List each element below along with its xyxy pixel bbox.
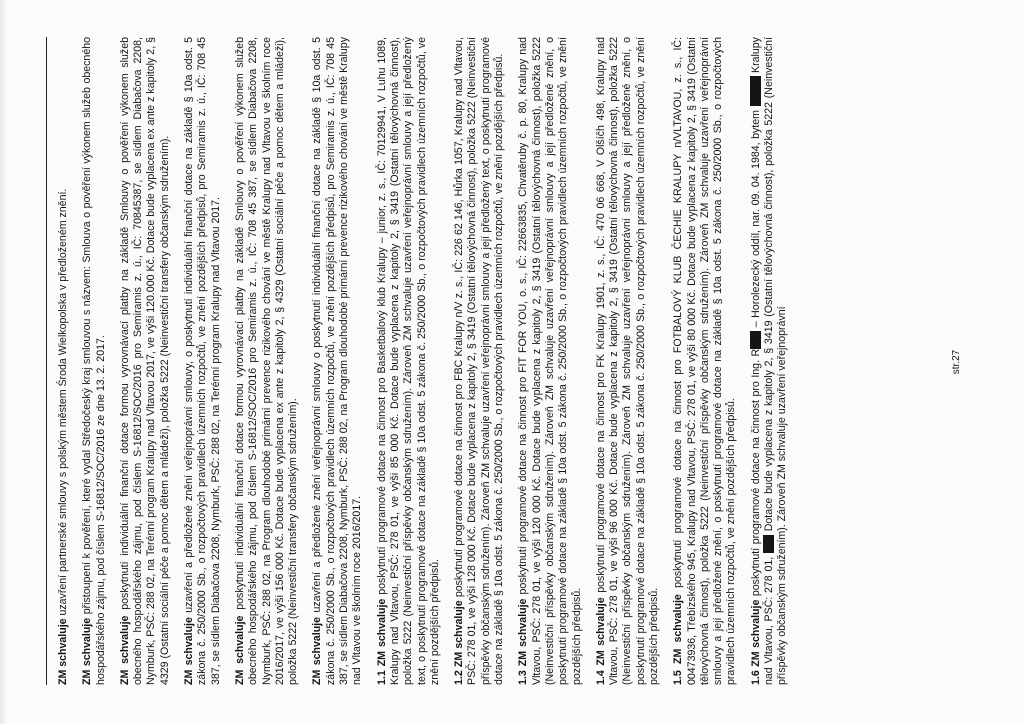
resolution-paragraph: 1.2 ZM schvaluje poskytnutí programové dotace na činnost pro FBC Kralupy n/V z. s., IČ: 226 62 146, Hůrka 1057, Kralupy nad Vltavou, PSČ: 278 01, ve výši 128 000 Kč. Dotace bude vyplacena z kapitoly 2, § 3419 (Ostatní tělovýchovná činnost), položka 5222 (Neinvestiční příspěvky občanským sdružením). Zároveň ZM schvaluje uzavření veřejnoprávní smlouvy a její předložený text, o poskytnutí programové dotace na základě § 10a odst. 5 zákona č. 250/2000 Sb., o rozpočtových pravidlech územních rozpočtů, ve znění pozdějších předpisů.	[453, 37, 506, 685]
top-rule	[46, 37, 47, 685]
scan-edge-shadow	[0, 0, 8, 724]
redaction-block	[750, 76, 761, 106]
document-page	[32, 17, 992, 707]
resolution-paragraph: ZM schvaluje přistoupení k pověření, které vydal Středočeský kraj smlouvou s názvem: Smlouva o pověření výkonem služeb obecného hospodářského zájmu, pod číslem S-16812/SOC/2016 ze dne 13. 2. 2017.	[81, 37, 107, 685]
resolution-paragraph: 1.1 ZM schvaluje poskytnutí programové dotace na činnost pro Basketbalový klub Kralupy – junior, z. s., IČ: 70129941, V Luhu 1089, Kralupy nad Vltavou, PSČ: 278 01, ve výši 85 000 Kč. Dotace bude vyplacena z kapitoly 2, § 3419 (Ostatní tělovýchovná činnost), položka 5222 (Neinvestiční příspěvky občanským sdružením). Zároveň ZM schvaluje uzavření veřejnoprávní smlouvy a její předložený text, o poskytnutí programové dotace na základě § 10a odst. 5 zákona č. 250/2000 Sb., o rozpočtových pravidlech územních rozpočtů, ve znění pozdějších předpisů.	[375, 37, 441, 685]
resolution-paragraph: ZM schvaluje poskytnutí individuální finanční dotace formou vyrovnávací platby na základě Smlouvy o pověření výkonem služeb obecného hospodářského zájmu, pod číslem S-16812/SOC/2016 pro Semiramis z. ú., IČ: 70845387, se sídlem Diabačova 2208, Nymburk, PSČ: 288 02, na Terénní program Kralupy nad Vltavou 2017, ve výši 120.000 Kč. Dotace bude vyplacena ex ante z kapitoly 2, § 4329 (Ostatní sociální péče a pomoc dětem a mládeži), položka 5222 (Neinvestiční transfery občanským sdružením).	[118, 37, 171, 685]
resolution-paragraph: 1.6 ZM schvaluje poskytnutí programové dotace na činnost pro Ing. R – Horolezecký oddíl, nar. 09. 04. 1984, bytem Kralupy nad Vltavou, PSČ: 278 01, Dotace bude vyplacena z kapitoly 2, § 3419 (Ostatní tělovýchovná činnost), položka 5222 (Neinvestiční příspěvky občanským sdružením). Zároveň ZM schvaluje uzavření veřejnoprávní	[749, 37, 789, 685]
redaction-block	[750, 331, 761, 349]
resolution-paragraph: ZM schvaluje uzavření partnerské smlouvy s polským městem Środa Wielkopolska v předloženém znění.	[57, 188, 69, 685]
page-number: str.27	[951, 349, 962, 375]
resolution-paragraph: 1.4 ZM schvaluje poskytnutí programové dotace na činnost pro FK Kralupy 1901, z. s., IČ: 470 06 668, V Olšíčh 498, Kralupy nad Vltavou, PSČ: 278 01, ve výši 96 000 Kč. Dotace bude vyplacena z kapitoly 2, § 3419 (Ostatní tělovýchovná činnost), položka 5222 (Neinvestiční příspěvky občanským sdružením). Zároveň ZM schvaluje uzavření veřejnoprávní smlouvy a její předložené znění, o poskytnutí programové dotace na základě § 10a odst. 5 zákona č. 250/2000 Sb., o rozpočtových pravidlech územních rozpočtů, ve znění pozdějších předpisů.	[594, 37, 660, 685]
resolution-paragraph: 1.3 ZM schvaluje poskytnutí programové dotace na činnost pro FIT FOR YOU, o. s., IČ: 22663835, Chvatěruby č. p. 80, Kralupy nad Vltavou, PSČ: 278 01, ve výši 120 000 Kč. Dotace bude vyplacena z kapitoly 2, § 3419 (Ostatní tělovýchovná činnost), položka 5222 (Neinvestiční příspěvky občanským sdružením). Zároveň ZM schvaluje uzavření veřejnoprávní smlouvy a její předložené znění, o poskytnutí programové dotace na základě § 10a odst. 5 zákona č. 250/2000 Sb., o rozpočtových pravidlech územních rozpočtů, ve znění pozdějších předpisů.	[517, 37, 583, 685]
resolution-paragraph: ZM schvaluje uzavření a předložené znění veřejnoprávní smlouvy, o poskytnutí individuální finanční dotace na základě § 10a odst. 5 zákona č. 250/2000 Sb., o rozpočtových pravidlech územních rozpočtů, ve znění pozdějších předpisů, pro Semiramis z. ú., IČ: 708 45 387, se sídlem Diabačova 2208, Nymburk, PSČ: 288 02, na Terénní program Kralupy nad Vltavou 2017.	[183, 37, 222, 685]
redaction-block	[763, 535, 774, 553]
resolution-paragraph: ZM schvaluje poskytnutí individuální finanční dotace formou vyrovnávací platby na základě Smlouvy o pověření výkonem služeb obecného hospodářského zájmu, pod číslem S-16812/SOC/2016 pro Semiramis z. ú., IČ: 708 45 387, se sídlem Diabačova 2208, Nymburk, PSČ: 288 02, na Program dlouhodobé primární prevence rizikového chování ve městě Kralupy nad Vltavou ve školním roce 2016/2017, ve výši 156 000 Kč. Dotace bude vyplacena ex ante z kapitoly 2, § 4329 (Ostatní sociální péče a pomoc dětem a mládeži), položka 5222 (Neinvestiční transfery občanským sdružením).	[233, 37, 300, 685]
resolution-paragraph: 1.5 ZM schvaluje poskytnutí programové dotace na činnost pro FOTBALOVÝ KLUB ČECHIE KRALUPY n/VLTAVOU, z. s., IČ: 00473936, Třebízského 945, Kralupy nad Vltavou, PSČ: 278 01, ve výši 80 000 Kč. Dotace bude vyplacena z kapitoly 2, § 3419 (Ostatní tělovýchovná činnost), položka 5222 (Neinvestiční příspěvky občanským sdružením). Zároveň ZM schvaluje uzavření veřejnoprávní smlouvy a její předložené znění, o poskytnutí programové dotace na základě § 10a odst. 5 zákona č. 250/2000 Sb., o rozpočtových pravidlech územních rozpočtů, ve znění pozdějších předpisů.	[672, 37, 738, 685]
resolution-paragraph: ZM schvaluje uzavření a předložené znění veřejnoprávní smlouvy o poskytnutí individuální finanční dotace na základě § 10a odst. 5 zákona č. 250/2000 Sb., o rozpočtových pravidlech územních rozpočtů, ve znění pozdějších předpisů, pro Semiramis z. ú., IČ: 708 45 387, se sídlem Diabačova 2208, Nymburk, PSČ: 288 02, na Program dlouhodobé primární prevence rizikového chování ve městě Kralupy nad Vltavou ve školním roce 2016/2017.	[311, 37, 364, 685]
